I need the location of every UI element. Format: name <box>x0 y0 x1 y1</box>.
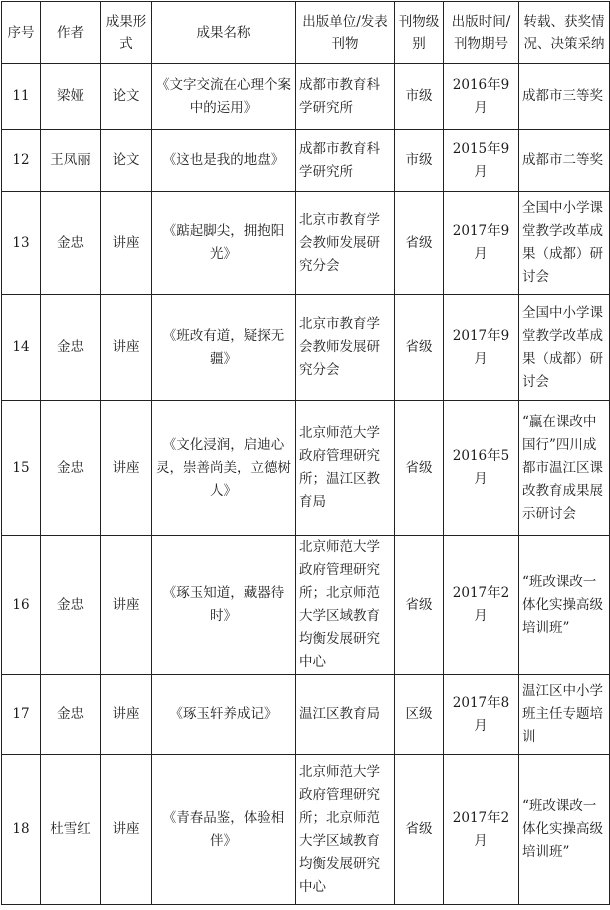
header-date: 出版时间/刊物期号 <box>444 2 519 64</box>
cell-level: 省级 <box>395 295 444 401</box>
table-row <box>2 192 610 295</box>
cell-name: 《文字交流在心理个案中的运用》 <box>152 64 296 130</box>
cell-name: 《琢玉轩养成记》 <box>152 675 296 755</box>
cell-author: 金忠 <box>41 295 101 401</box>
cell-date: 2016年5月 <box>444 401 519 536</box>
cell-form: 讲座 <box>101 401 152 536</box>
table-row <box>2 64 610 130</box>
cell-author: 梁娅 <box>41 64 101 130</box>
cell-author: 金忠 <box>41 536 101 675</box>
table-row <box>2 755 610 905</box>
cell-award: “班改课改一体化实操高级培训班” <box>519 536 610 675</box>
cell-seq: 14 <box>2 295 41 401</box>
cell-seq: 13 <box>2 192 41 295</box>
cell-level: 区级 <box>395 675 444 755</box>
cell-level: 省级 <box>395 401 444 536</box>
cell-name: 《文化浸润，启迪心灵，崇善尚美，立德树人》 <box>152 401 296 536</box>
cell-publisher: 成都市教育科学研究所 <box>296 64 395 130</box>
cell-form: 讲座 <box>101 295 152 401</box>
cell-date: 2017年2月 <box>444 536 519 675</box>
cell-seq: 17 <box>2 675 41 755</box>
cell-award: 全国中小学课堂教学改革成果（成都）研讨会 <box>519 192 610 295</box>
cell-author: 金忠 <box>41 192 101 295</box>
header-author: 作者 <box>41 2 101 64</box>
cell-author: 杜雪红 <box>41 755 101 905</box>
header-seq: 序号 <box>2 2 41 64</box>
cell-author: 王凤丽 <box>41 130 101 192</box>
cell-form: 讲座 <box>101 536 152 675</box>
cell-name: 《这也是我的地盘》 <box>152 130 296 192</box>
cell-award: 成都市三等奖 <box>519 64 610 130</box>
table-row <box>2 130 610 192</box>
cell-seq: 12 <box>2 130 41 192</box>
cell-award: 全国中小学课堂教学改革成果（成都）研讨会 <box>519 295 610 401</box>
cell-date: 2016年9月 <box>444 64 519 130</box>
cell-publisher: 北京师范大学政府管理研究所；温江区教育局 <box>296 401 395 536</box>
header-name: 成果名称 <box>152 2 296 64</box>
cell-level: 省级 <box>395 192 444 295</box>
cell-author: 金忠 <box>41 401 101 536</box>
cell-publisher: 成都市教育科学研究所 <box>296 130 395 192</box>
cell-seq: 16 <box>2 536 41 675</box>
cell-date: 2017年9月 <box>444 295 519 401</box>
cell-publisher: 北京市教育学会教师发展研究分会 <box>296 295 395 401</box>
cell-publisher: 北京市教育学会教师发展研究分会 <box>296 192 395 295</box>
cell-award: “赢在课改中国行”四川成都市温江区课改教育成果展示研讨会 <box>519 401 610 536</box>
cell-name: 《班改有道，疑探无疆》 <box>152 295 296 401</box>
cell-publisher: 温江区教育局 <box>296 675 395 755</box>
cell-date: 2017年9月 <box>444 192 519 295</box>
cell-form: 讲座 <box>101 192 152 295</box>
table-row <box>2 675 610 755</box>
cell-form: 讲座 <box>101 755 152 905</box>
table-row <box>2 536 610 675</box>
cell-form: 论文 <box>101 64 152 130</box>
cell-date: 2017年8月 <box>444 675 519 755</box>
cell-form: 讲座 <box>101 675 152 755</box>
cell-name: 《踮起脚尖，拥抱阳光》 <box>152 192 296 295</box>
cell-level: 省级 <box>395 755 444 905</box>
cell-award: “班改课改一体化实操高级培训班” <box>519 755 610 905</box>
cell-award: 温江区中小学班主任专题培训 <box>519 675 610 755</box>
cell-publisher: 北京师范大学政府管理研究所；北京师范大学区域教育均衡发展研究中心 <box>296 755 395 905</box>
header-level: 刊物级别 <box>395 2 444 64</box>
table-row <box>2 401 610 536</box>
header-publisher: 出版单位/发表刊物 <box>296 2 395 64</box>
cell-seq: 15 <box>2 401 41 536</box>
header-award: 转载、获奖情况、决策采纳 <box>519 2 610 64</box>
achievements-table <box>1 1 610 905</box>
header-row <box>2 2 610 64</box>
cell-date: 2015年9月 <box>444 130 519 192</box>
cell-award: 成都市二等奖 <box>519 130 610 192</box>
cell-name: 《青春品鉴，体验相伴》 <box>152 755 296 905</box>
cell-form: 论文 <box>101 130 152 192</box>
cell-seq: 18 <box>2 755 41 905</box>
cell-seq: 11 <box>2 64 41 130</box>
cell-name: 《琢玉知道，藏器待时》 <box>152 536 296 675</box>
cell-author: 金忠 <box>41 675 101 755</box>
header-form: 成果形式 <box>101 2 152 64</box>
cell-publisher: 北京师范大学政府管理研究所；北京师范大学区域教育均衡发展研究中心 <box>296 536 395 675</box>
cell-date: 2017年2月 <box>444 755 519 905</box>
cell-level: 市级 <box>395 130 444 192</box>
cell-level: 省级 <box>395 536 444 675</box>
table-row <box>2 295 610 401</box>
cell-level: 市级 <box>395 64 444 130</box>
